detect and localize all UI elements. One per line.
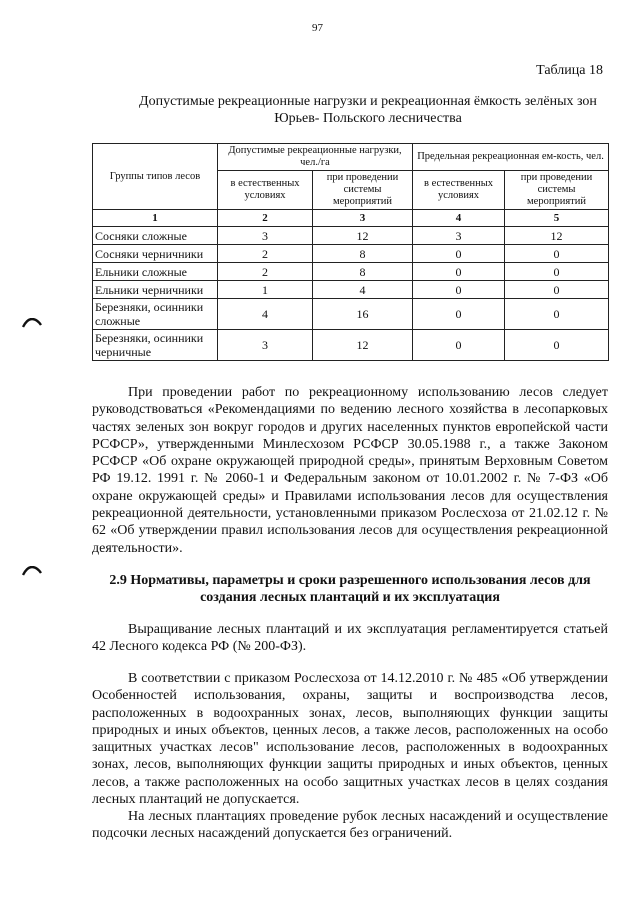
value-cell: 3: [218, 227, 313, 245]
value-cell: 0: [505, 281, 609, 299]
margin-scan-mark-icon: [22, 566, 42, 576]
table-row: [93, 281, 609, 299]
value-cell: 8: [313, 263, 413, 281]
value-cell: 0: [413, 263, 505, 281]
forest-type-cell: Ельники сложные: [93, 263, 218, 281]
value-cell: 12: [505, 227, 609, 245]
table-title: Допустимые рекреационные нагрузки и рекреационная ёмкость зелёных зон Юрьев- Польского лесничества: [139, 94, 597, 126]
value-cell: 0: [505, 330, 609, 361]
table-row: [93, 227, 609, 245]
value-cell: 3: [218, 330, 313, 361]
value-cell: 12: [313, 330, 413, 361]
table-row: [93, 245, 609, 263]
value-cell: 4: [313, 281, 413, 299]
value-cell: 1: [218, 281, 313, 299]
value-cell: 0: [505, 299, 609, 330]
paragraph-cuttings: На лесных плантациях проведение рубок лесных насаждений и осуществление подсочки лесных насаждений допускается без ограничений.: [92, 809, 608, 842]
column-index: 3: [313, 210, 413, 227]
value-cell: 0: [505, 263, 609, 281]
value-cell: 0: [413, 330, 505, 361]
value-cell: 0: [413, 299, 505, 330]
value-cell: 0: [413, 281, 505, 299]
paragraph-order-485: В соответствии с приказом Рослесхоза от 14.12.2010 г. № 485 «Об утверждении Особенностей использования, охраны, защиты и воспроизводства лесов, расположенных в водоохранных зонах, лесов, выполняющих функции защиты природных и иных объектов, ценных лесов, а также лесов, расположенных на особо защитных участках лесов" использование лесов, расположенных в водоохранных зонах, лесов, выполняющих функции защиты природных и иных объектов, ценных лесов, а также расположенных на особо защитных участках лесов в целях создания лесных плантаций не допускается.: [92, 671, 608, 808]
subheader-measures: при проведении системы мероприятий: [313, 171, 413, 210]
forest-type-cell: Сосняки сложные: [93, 227, 218, 245]
table-header-row: [93, 144, 609, 171]
value-cell: 8: [313, 245, 413, 263]
subheader-natural: в естественных условиях: [413, 171, 505, 210]
table-label: Таблица 18: [536, 63, 603, 78]
value-cell: 0: [413, 245, 505, 263]
header-groups: Группы типов лесов: [93, 144, 218, 210]
column-index-row: [93, 210, 609, 227]
value-cell: 4: [218, 299, 313, 330]
column-index: 1: [93, 210, 218, 227]
forest-type-cell: Березняки, осинники черничные: [93, 330, 218, 361]
value-cell: 2: [218, 245, 313, 263]
forest-type-cell: Ельники черничники: [93, 281, 218, 299]
subheader-natural: в естественных условиях: [218, 171, 313, 210]
subheader-measures: при проведении системы мероприятий: [505, 171, 609, 210]
header-loads: Допустимые рекреационные нагрузки, чел./га: [218, 144, 413, 171]
value-cell: 2: [218, 263, 313, 281]
column-index: 4: [413, 210, 505, 227]
value-cell: 3: [413, 227, 505, 245]
paragraph-plantations-code: Выращивание лесных плантаций и их эксплуатация регламентируется статьей 42 Лесного кодекса РФ (№ 200-ФЗ).: [92, 622, 608, 655]
header-capacity: Предельная рекреационная ем-кость, чел.: [413, 144, 609, 171]
value-cell: 0: [505, 245, 609, 263]
table-row: [93, 263, 609, 281]
value-cell: 16: [313, 299, 413, 330]
recreation-load-table: [92, 143, 609, 361]
page-number: 97: [312, 22, 323, 34]
column-index: 2: [218, 210, 313, 227]
paragraph-recreation-rules: При проведении работ по рекреационному использованию лесов следует руководствоваться «Рекомендациями по ведению лесного хозяйства в лесопарковых частях зеленых зон вокруг городов и других населенных пунктов европейской части РСФСР», утвержденными Минлесхозом РСФСР 30.05.1988 г., а также Законом РСФСР «Об охране окружающей природной среды», принятым Верховным Советом РФ 19.12. 1991 г. № 2060-1 и Федеральным законом от 10.01.2002 г. № 7-ФЗ «Об охране окружающей среды» и Правилами использования лесов для осуществления рекреационной деятельности, установленными приказом Рослесхоза от 21.02.12 г. № 62 «Об утверждении правил использования лесов для осуществления рекреационной деятельности».: [92, 385, 608, 556]
forest-type-cell: Березняки, осинники сложные: [93, 299, 218, 330]
section-heading: 2.9 Нормативы, параметры и сроки разрешенного использования лесов для создания лесных плантаций и их эксплуатация: [109, 573, 591, 605]
forest-type-cell: Сосняки черничники: [93, 245, 218, 263]
table-row: [93, 299, 609, 330]
margin-scan-mark-icon: [22, 318, 42, 328]
table-row: [93, 330, 609, 361]
value-cell: 12: [313, 227, 413, 245]
column-index: 5: [505, 210, 609, 227]
